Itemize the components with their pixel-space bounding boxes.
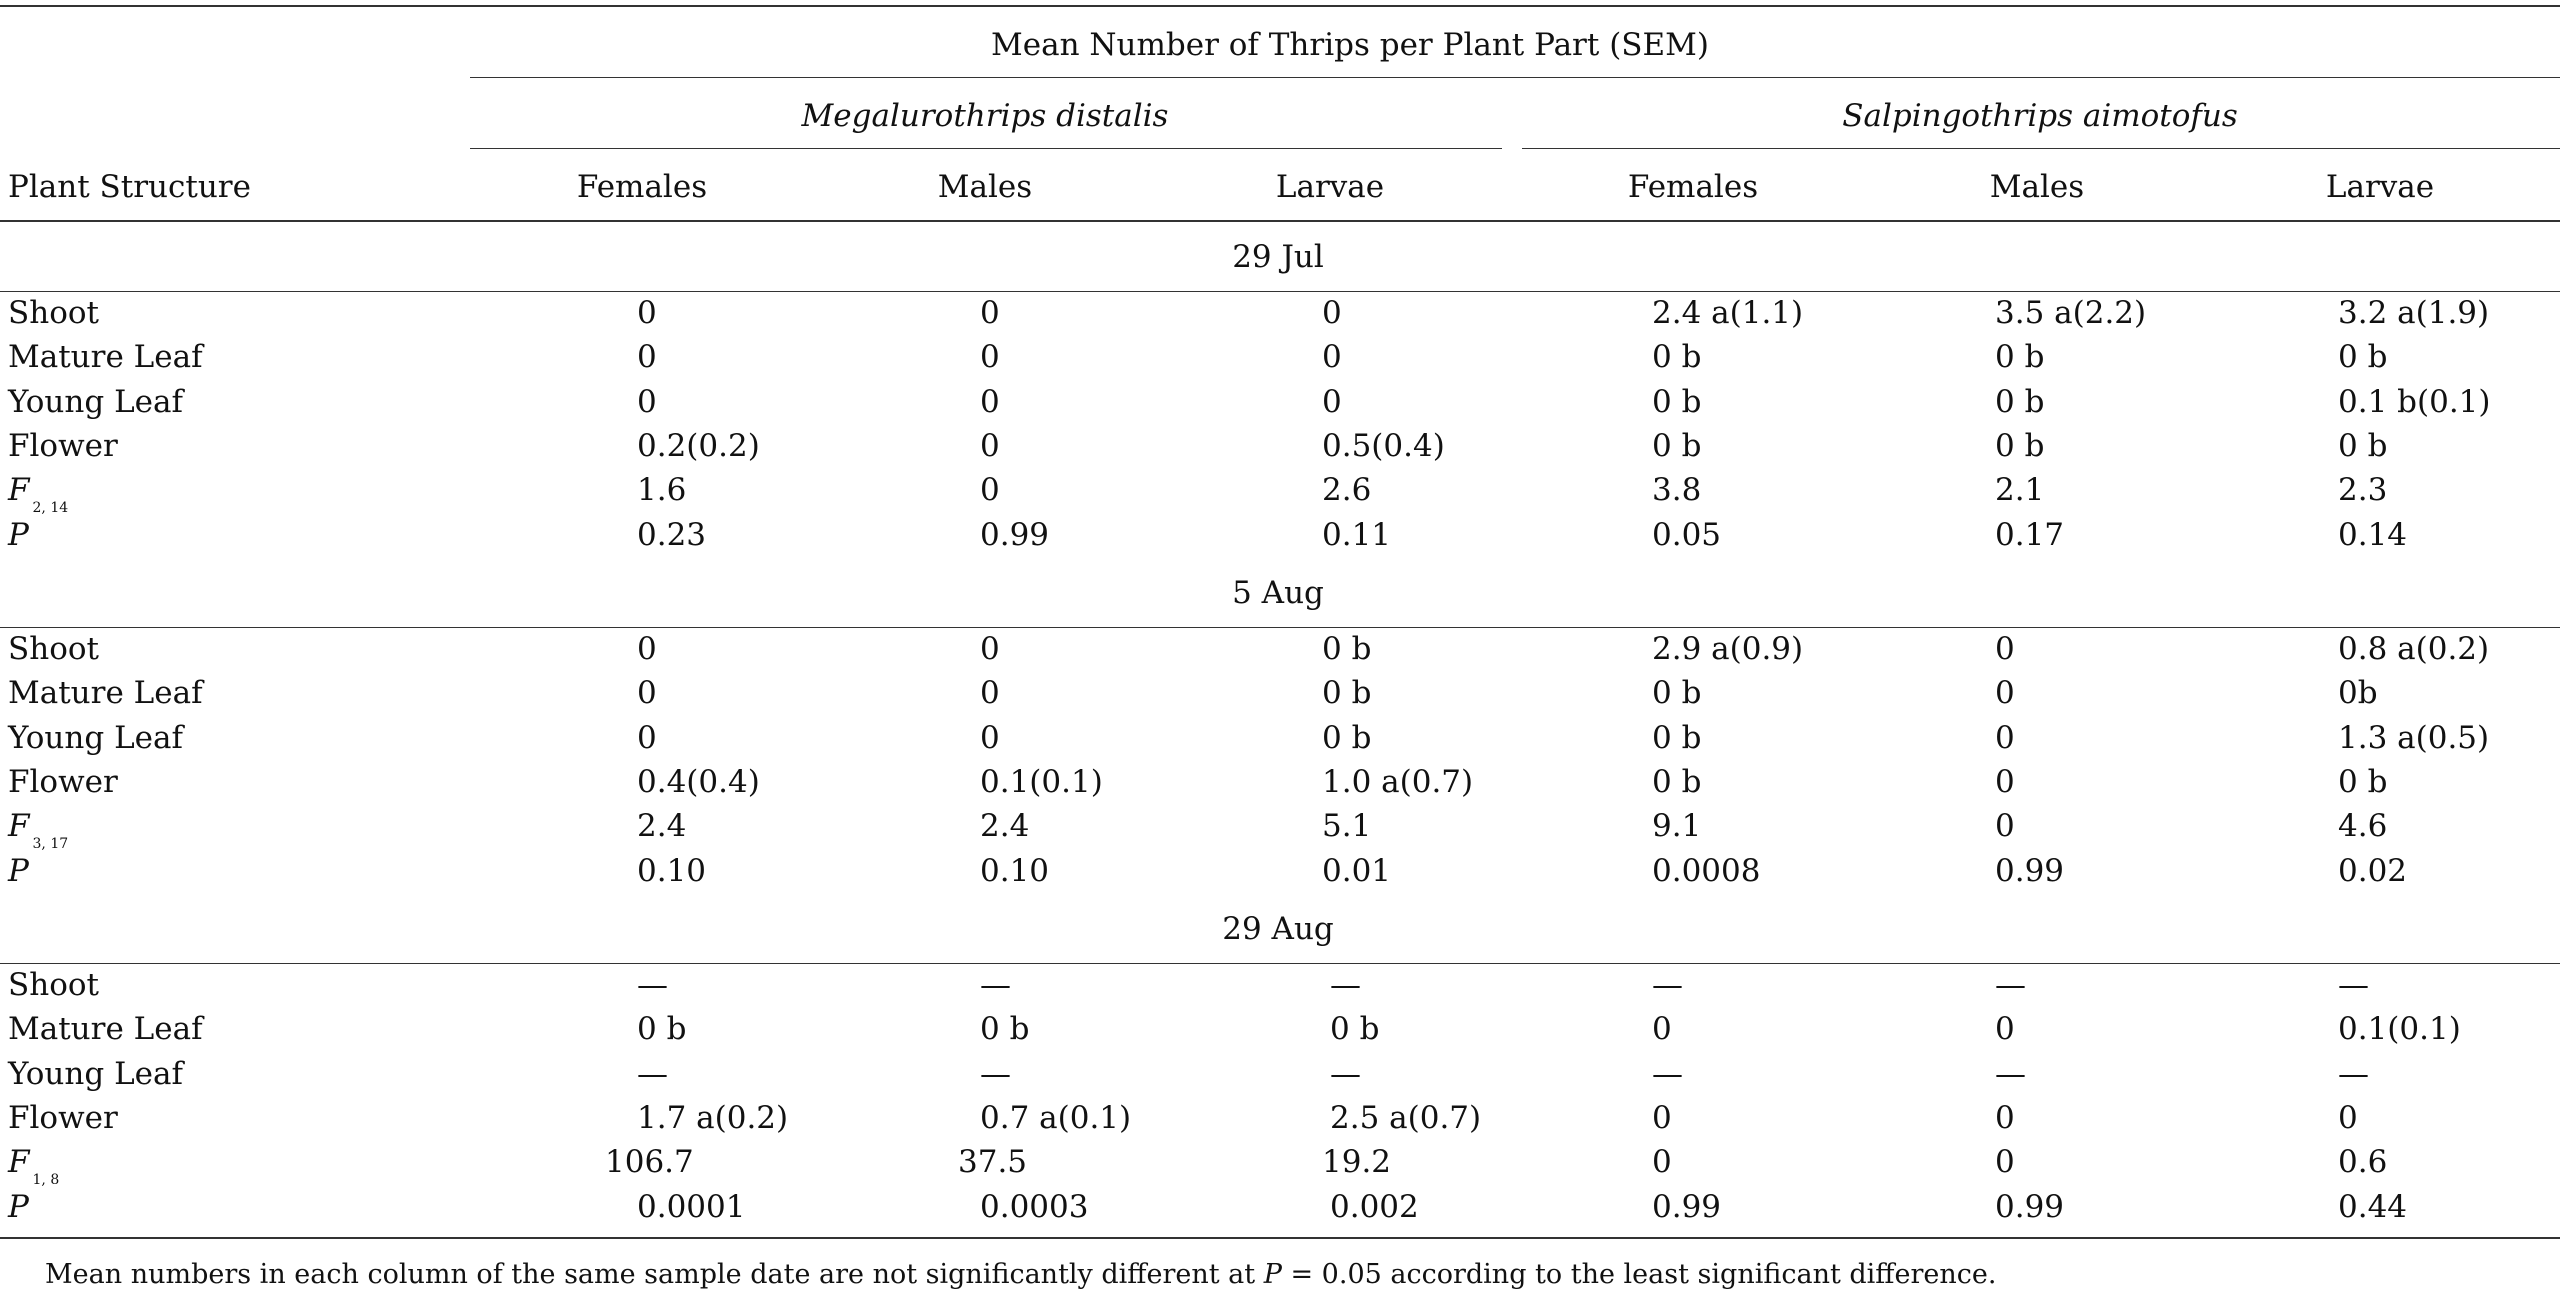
row-label-subscript: 3, 17 xyxy=(32,836,69,853)
table-cell: 0.002 xyxy=(1330,1188,1419,1225)
table-cell: — xyxy=(1330,967,1361,1003)
row-label-subscript: 1, 8 xyxy=(32,1172,60,1189)
table-cell: — xyxy=(1330,1055,1361,1092)
table-cell: 0.5(0.4) xyxy=(1322,427,1445,464)
table-cell: 0 xyxy=(1322,383,1342,420)
footnote-text-end: = 0.05 according to the least significant difference. xyxy=(1281,1259,1997,1290)
table-cell: 0 b xyxy=(980,1011,1030,1048)
table-cell: 0.1(0.1) xyxy=(980,763,1103,800)
species-rule-megalurothrips xyxy=(470,148,1502,149)
row-label-text: Young Leaf xyxy=(8,719,183,756)
table-cell: — xyxy=(1995,1055,2026,1092)
table-cell: 0.0003 xyxy=(980,1188,1089,1225)
table-cell: 0 b xyxy=(1652,675,1702,712)
row-label-text: Shoot xyxy=(8,295,99,331)
section-date: 5 Aug xyxy=(1232,575,1324,611)
table-cell: 0 xyxy=(1995,1011,2015,1048)
row-label xyxy=(8,337,203,377)
table-cell: 0 xyxy=(637,719,657,756)
table-cell: 0 b xyxy=(1322,675,1372,712)
table-cell: 0 xyxy=(1322,339,1342,376)
table-cell: 0 xyxy=(980,295,1000,331)
footnote-text: Mean numbers in each column of the same sample date are not significantly different at xyxy=(45,1259,1264,1290)
table-cell: 0.01 xyxy=(1322,852,1392,889)
table-cell: 0.7 a(0.1) xyxy=(980,1099,1132,1136)
table-cell: 0 b xyxy=(2338,763,2388,800)
table-cell: 0 b xyxy=(1330,1011,1380,1048)
header-bottom-rule xyxy=(0,220,2560,222)
table-cell: 0.0001 xyxy=(637,1188,746,1225)
section-date: 29 Jul xyxy=(1232,239,1324,275)
table-cell: 0.14 xyxy=(2338,516,2408,553)
super-header-rule xyxy=(470,77,2560,78)
table-cell: 0 b xyxy=(1652,339,1702,376)
table-cell: 0 xyxy=(1995,719,2015,756)
row-label-text: Mature Leaf xyxy=(8,675,203,712)
row-label xyxy=(8,1187,29,1227)
table-cell: 0 xyxy=(980,472,1000,509)
table-cell: 0 xyxy=(1995,763,2015,800)
table-cell: 0 b xyxy=(1652,763,1702,800)
table-cell: 0 xyxy=(980,631,1000,667)
table-cell: 0 b xyxy=(1652,427,1702,464)
table-cell: 0.17 xyxy=(1995,516,2065,553)
table-cell: 0.05 xyxy=(1652,516,1722,553)
row-label-text: F xyxy=(8,472,30,509)
row-label-text: Young Leaf xyxy=(8,1055,183,1092)
table-bottom-rule xyxy=(0,1237,2560,1239)
row-label xyxy=(8,851,29,891)
table-cell: 37.5 xyxy=(958,1144,1028,1181)
table-cell: 0 b xyxy=(1995,339,2045,376)
row-label-text: Shoot xyxy=(8,631,99,667)
table-cell: 0.6 xyxy=(2338,1144,2388,1181)
table-cell: 0 xyxy=(1652,1011,1672,1048)
row-label-text: Mature Leaf xyxy=(8,1011,203,1048)
row-label xyxy=(8,1054,183,1094)
table-cell: 2.9 a(0.9) xyxy=(1652,631,1804,667)
table-cell: 0 b xyxy=(1322,719,1372,756)
table-cell: 0.10 xyxy=(980,852,1050,889)
table-cell: 0 xyxy=(1995,1144,2015,1181)
table-cell: 0 xyxy=(1995,675,2015,712)
table-cell: 4.6 xyxy=(2338,808,2388,845)
top-rule xyxy=(0,5,2560,7)
table-cell: 0 xyxy=(980,383,1000,420)
section-date-rule xyxy=(0,963,2560,964)
row-label-text: P xyxy=(8,1188,29,1225)
column-header: Larvae xyxy=(2325,169,2435,205)
row-label xyxy=(8,1009,203,1049)
table-cell: 106.7 xyxy=(605,1144,694,1181)
column-header: Males xyxy=(1989,169,2085,205)
table-cell: 0.11 xyxy=(1322,516,1392,553)
table-cell: 0.0008 xyxy=(1652,852,1761,889)
row-label-text: F xyxy=(8,808,30,845)
table-cell: — xyxy=(637,967,668,1003)
row-label xyxy=(8,382,183,422)
table-cell: 0 xyxy=(980,719,1000,756)
table-cell: 0.10 xyxy=(637,852,707,889)
table-cell: — xyxy=(1652,967,1683,1003)
table-cell: — xyxy=(1995,967,2026,1003)
table-cell: 0 xyxy=(980,339,1000,376)
table-cell: — xyxy=(2338,1055,2369,1092)
row-label-text: Young Leaf xyxy=(8,383,183,420)
section-date-rule xyxy=(0,627,2560,628)
row-label xyxy=(8,515,29,555)
table-cell: 0 b xyxy=(1652,719,1702,756)
table-cell: 19.2 xyxy=(1322,1144,1392,1181)
row-label xyxy=(8,293,99,333)
table-cell: 0 xyxy=(637,295,657,331)
row-label xyxy=(8,426,118,466)
row-label-text: F xyxy=(8,1144,30,1181)
row-label-text: P xyxy=(8,516,29,553)
species-rule-salpingothrips xyxy=(1522,148,2560,149)
table-cell: 0 xyxy=(1652,1144,1672,1181)
row-label xyxy=(8,965,99,1005)
table-cell: 0 b xyxy=(1652,383,1702,420)
table-cell: 1.3 a(0.5) xyxy=(2338,719,2490,756)
row-header: Plant Structure xyxy=(8,169,251,205)
species-salpingothrips: Salpingothrips aimotofus xyxy=(1842,98,2238,134)
table-cell: — xyxy=(637,1055,668,1092)
section-date-rule xyxy=(0,291,2560,292)
table-cell: 0 xyxy=(637,339,657,376)
table-cell: 0 xyxy=(1995,631,2015,667)
row-label xyxy=(8,718,183,758)
table-cell: 2.6 xyxy=(1322,472,1372,509)
table-cell: 2.1 xyxy=(1995,472,2045,509)
table-cell: — xyxy=(2338,967,2369,1003)
column-header: Females xyxy=(1627,169,1759,205)
table-cell: 0 b xyxy=(637,1011,687,1048)
table-cell: 2.4 xyxy=(980,808,1030,845)
table-cell: 0 b xyxy=(1322,631,1372,667)
row-label-text: Flower xyxy=(8,427,118,464)
table-cell: 0 xyxy=(1322,295,1342,331)
table-cell: 0.4(0.4) xyxy=(637,763,760,800)
table-cell: 2.4 xyxy=(637,808,687,845)
row-label-text: Shoot xyxy=(8,967,99,1003)
table-cell: 3.5 a(2.2) xyxy=(1995,295,2147,331)
table-cell: 0 xyxy=(1995,808,2015,845)
table-cell: 0b xyxy=(2338,675,2378,712)
table-cell: 0.02 xyxy=(2338,852,2408,889)
table-cell: 3.8 xyxy=(1652,472,1702,509)
table-cell: 0.99 xyxy=(1652,1188,1722,1225)
column-header: Females xyxy=(576,169,708,205)
row-label-subscript: 2, 14 xyxy=(32,500,69,517)
table-cell: 0.2(0.2) xyxy=(637,427,760,464)
table-cell: 0 b xyxy=(2338,339,2388,376)
table-cell: 0 xyxy=(637,631,657,667)
table-cell: 0 b xyxy=(2338,427,2388,464)
table-cell: 0 xyxy=(1995,1099,2015,1136)
row-label-text: Mature Leaf xyxy=(8,339,203,376)
table-cell: 0 xyxy=(637,383,657,420)
table-cell: — xyxy=(980,1055,1011,1092)
table-cell: 2.5 a(0.7) xyxy=(1330,1099,1482,1136)
table-cell: 0 xyxy=(980,675,1000,712)
table-cell: 0.99 xyxy=(980,516,1050,553)
super-header: Mean Number of Thrips per Plant Part (SEM) xyxy=(991,27,1709,63)
row-label-text: P xyxy=(8,852,29,889)
table-cell: 1.0 a(0.7) xyxy=(1322,763,1474,800)
footnote xyxy=(45,1255,1996,1295)
table-cell: — xyxy=(980,967,1011,1003)
table-cell: 5.1 xyxy=(1322,808,1372,845)
table-cell: 0.44 xyxy=(2338,1188,2408,1225)
table-cell: — xyxy=(1652,1055,1683,1092)
table-cell: 2.3 xyxy=(2338,472,2388,509)
row-label xyxy=(8,762,118,802)
table-cell: 0 b xyxy=(1995,383,2045,420)
table-cell: 2.4 a(1.1) xyxy=(1652,295,1804,331)
footnote-p-symbol: P xyxy=(1263,1259,1282,1290)
table-cell: 3.2 a(1.9) xyxy=(2338,295,2490,331)
table-cell: 0.8 a(0.2) xyxy=(2338,631,2490,667)
table-cell: 0.99 xyxy=(1995,852,2065,889)
row-label-text: Flower xyxy=(8,1099,118,1136)
row-label-text: Flower xyxy=(8,763,118,800)
table-cell: 0.23 xyxy=(637,516,707,553)
table-cell: 0.99 xyxy=(1995,1188,2065,1225)
row-label xyxy=(8,1098,118,1138)
table-cell: 0 xyxy=(2338,1099,2358,1136)
section-date: 29 Aug xyxy=(1222,911,1334,947)
table-cell: 0.1 b(0.1) xyxy=(2338,383,2491,420)
row-label xyxy=(8,629,99,669)
row-label xyxy=(8,673,203,713)
table-cell: 0.1(0.1) xyxy=(2338,1011,2461,1048)
table-cell: 1.6 xyxy=(637,472,687,509)
table-cell: 0 xyxy=(637,675,657,712)
table-cell: 0 xyxy=(1652,1099,1672,1136)
table-cell: 9.1 xyxy=(1652,808,1702,845)
table-cell: 1.7 a(0.2) xyxy=(637,1099,789,1136)
species-megalurothrips: Megalurothrips distalis xyxy=(801,98,1169,134)
table-cell: 0 b xyxy=(1995,427,2045,464)
column-header: Males xyxy=(937,169,1033,205)
table-cell: 0 xyxy=(980,427,1000,464)
column-header: Larvae xyxy=(1275,169,1385,205)
